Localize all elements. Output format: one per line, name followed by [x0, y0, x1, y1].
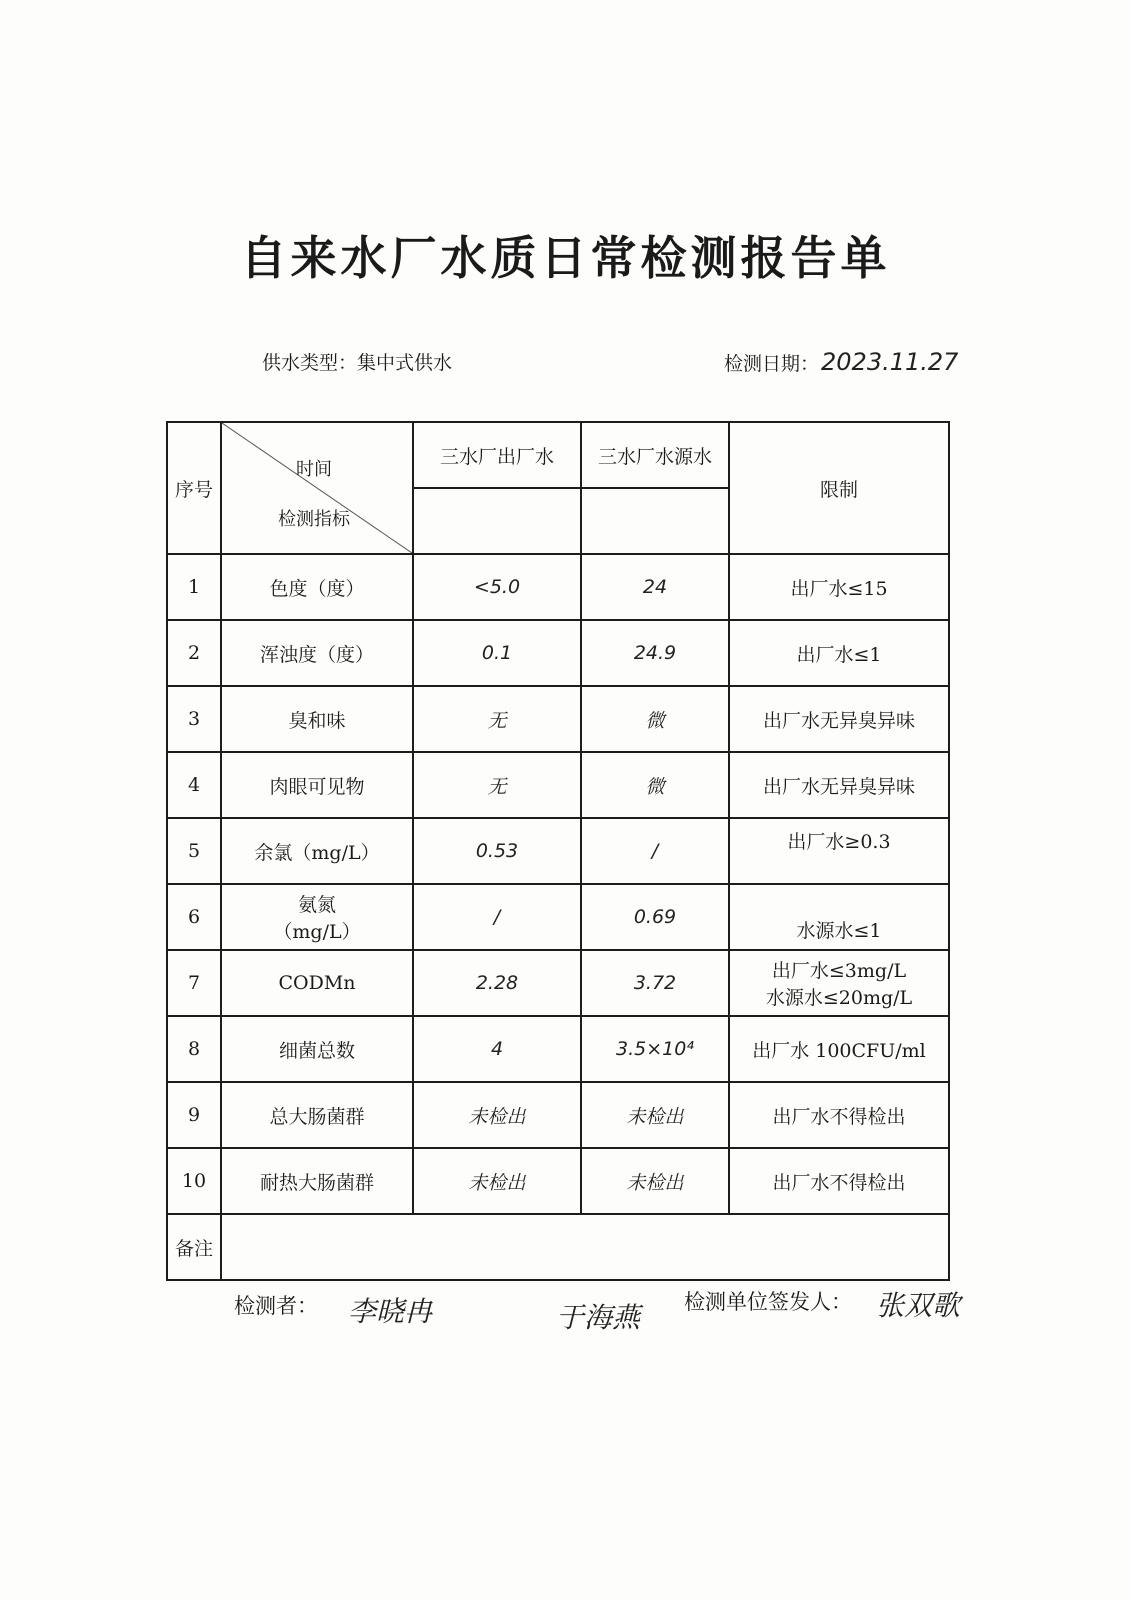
table-row	[167, 752, 949, 818]
limit-header: 限制	[729, 422, 949, 554]
row-indicator: 耐热大肠菌群	[221, 1148, 413, 1214]
row-value-outlet: 无	[413, 752, 581, 818]
col2-header: 三水厂水源水	[581, 422, 729, 488]
supply-type-value: 集中式供水	[357, 352, 453, 374]
header-row	[167, 422, 949, 488]
table-row	[167, 686, 949, 752]
row-value-outlet: 4	[413, 1016, 581, 1082]
row-indicator-name: 氨氮	[297, 894, 336, 916]
row-limit: 出厂水 100CFU/ml	[729, 1016, 949, 1082]
table-row	[167, 884, 949, 950]
row-value-source: 微	[581, 686, 729, 752]
test-date	[724, 348, 958, 376]
row-indicator: 臭和味	[221, 686, 413, 752]
table-row	[167, 554, 949, 620]
row-indicator: CODMn	[221, 950, 413, 1016]
table-row	[167, 818, 949, 884]
supply-type	[262, 348, 452, 375]
row-value-outlet: 2.28	[413, 950, 581, 1016]
tester2-signature: 于海燕	[556, 1301, 641, 1334]
row-value-outlet: 未检出	[413, 1082, 581, 1148]
report-table	[166, 421, 950, 1281]
row-number: 9	[167, 1082, 221, 1148]
row-limit: 出厂水≤15	[729, 554, 949, 620]
row-value-outlet: 无	[413, 686, 581, 752]
row-number: 7	[167, 950, 221, 1016]
tester-label: 检测者：	[234, 1294, 318, 1318]
row-value-source: 未检出	[581, 1082, 729, 1148]
row-value-source: 微	[581, 752, 729, 818]
test-date-value: 2023.11.27	[821, 348, 959, 376]
row-number: 4	[167, 752, 221, 818]
row-indicator: 浑浊度（度）	[221, 620, 413, 686]
row-number: 10	[167, 1148, 221, 1214]
row-limit: 出厂水无异臭异味	[729, 686, 949, 752]
seq-header: 序号	[167, 422, 221, 554]
row-value-outlet: /	[413, 884, 581, 950]
time-header: 时间	[296, 459, 332, 480]
row-limit: 出厂水不得检出	[729, 1082, 949, 1148]
row-indicator: 细菌总数	[221, 1016, 413, 1082]
notes-value	[221, 1214, 949, 1280]
row-value-source: 24.9	[581, 620, 729, 686]
row-indicator: 色度（度）	[221, 554, 413, 620]
row-limit: 出厂水不得检出	[729, 1148, 949, 1214]
table-row	[167, 620, 949, 686]
col1-header: 三水厂出厂水	[413, 422, 581, 488]
row-number: 3	[167, 686, 221, 752]
row-limit: 出厂水无异臭异味	[729, 752, 949, 818]
table-row	[167, 950, 949, 1016]
test-date-label: 检测日期：	[724, 353, 820, 375]
supply-type-label: 供水类型：	[262, 352, 358, 374]
notes-row	[167, 1214, 949, 1280]
row-limit: 水源水≤1	[729, 884, 949, 950]
row-limit-source: 水源水≤20mg/L	[765, 987, 913, 1009]
row-value-outlet: 0.1	[413, 620, 581, 686]
row-limit: 出厂水≤1	[729, 620, 949, 686]
col1-subheader	[413, 488, 581, 554]
row-value-source: 0.69	[581, 884, 729, 950]
row-indicator	[221, 884, 413, 950]
row-value-source: 24	[581, 554, 729, 620]
row-value-outlet: 未检出	[413, 1148, 581, 1214]
row-indicator: 余氯（mg/L）	[221, 818, 413, 884]
issuer-label: 检测单位签发人：	[684, 1290, 852, 1314]
diagonal-line	[222, 423, 412, 553]
row-number: 6	[167, 884, 221, 950]
page-title: 自来水厂水质日常检测报告单	[240, 231, 891, 285]
row-number: 1	[167, 554, 221, 620]
row-value-source: 3.72	[581, 950, 729, 1016]
row-value-source: /	[581, 818, 729, 884]
row-indicator: 总大肠菌群	[221, 1082, 413, 1148]
row-limit	[729, 950, 949, 1016]
indicator-header: 检测指标	[278, 509, 350, 530]
row-limit: 出厂水≥0.3	[729, 818, 949, 884]
table-row	[167, 1016, 949, 1082]
row-number: 5	[167, 818, 221, 884]
row-indicator-unit: （mg/L）	[273, 921, 361, 943]
row-value-source: 3.5×10⁴	[581, 1016, 729, 1082]
diagonal-header-cell	[221, 422, 413, 554]
row-value-outlet: 0.53	[413, 818, 581, 884]
row-number: 2	[167, 620, 221, 686]
notes-label: 备注	[167, 1214, 221, 1280]
col2-subheader	[581, 488, 729, 554]
issuer-signature: 张双歌	[876, 1289, 961, 1322]
table-row	[167, 1148, 949, 1214]
row-value-outlet: <5.0	[413, 554, 581, 620]
tester1-signature: 李晓冉	[348, 1295, 433, 1328]
row-value-source: 未检出	[581, 1148, 729, 1214]
row-number: 8	[167, 1016, 221, 1082]
row-limit-outlet: 出厂水≤3mg/L	[771, 960, 907, 982]
row-indicator: 肉眼可见物	[221, 752, 413, 818]
table-row	[167, 1082, 949, 1148]
